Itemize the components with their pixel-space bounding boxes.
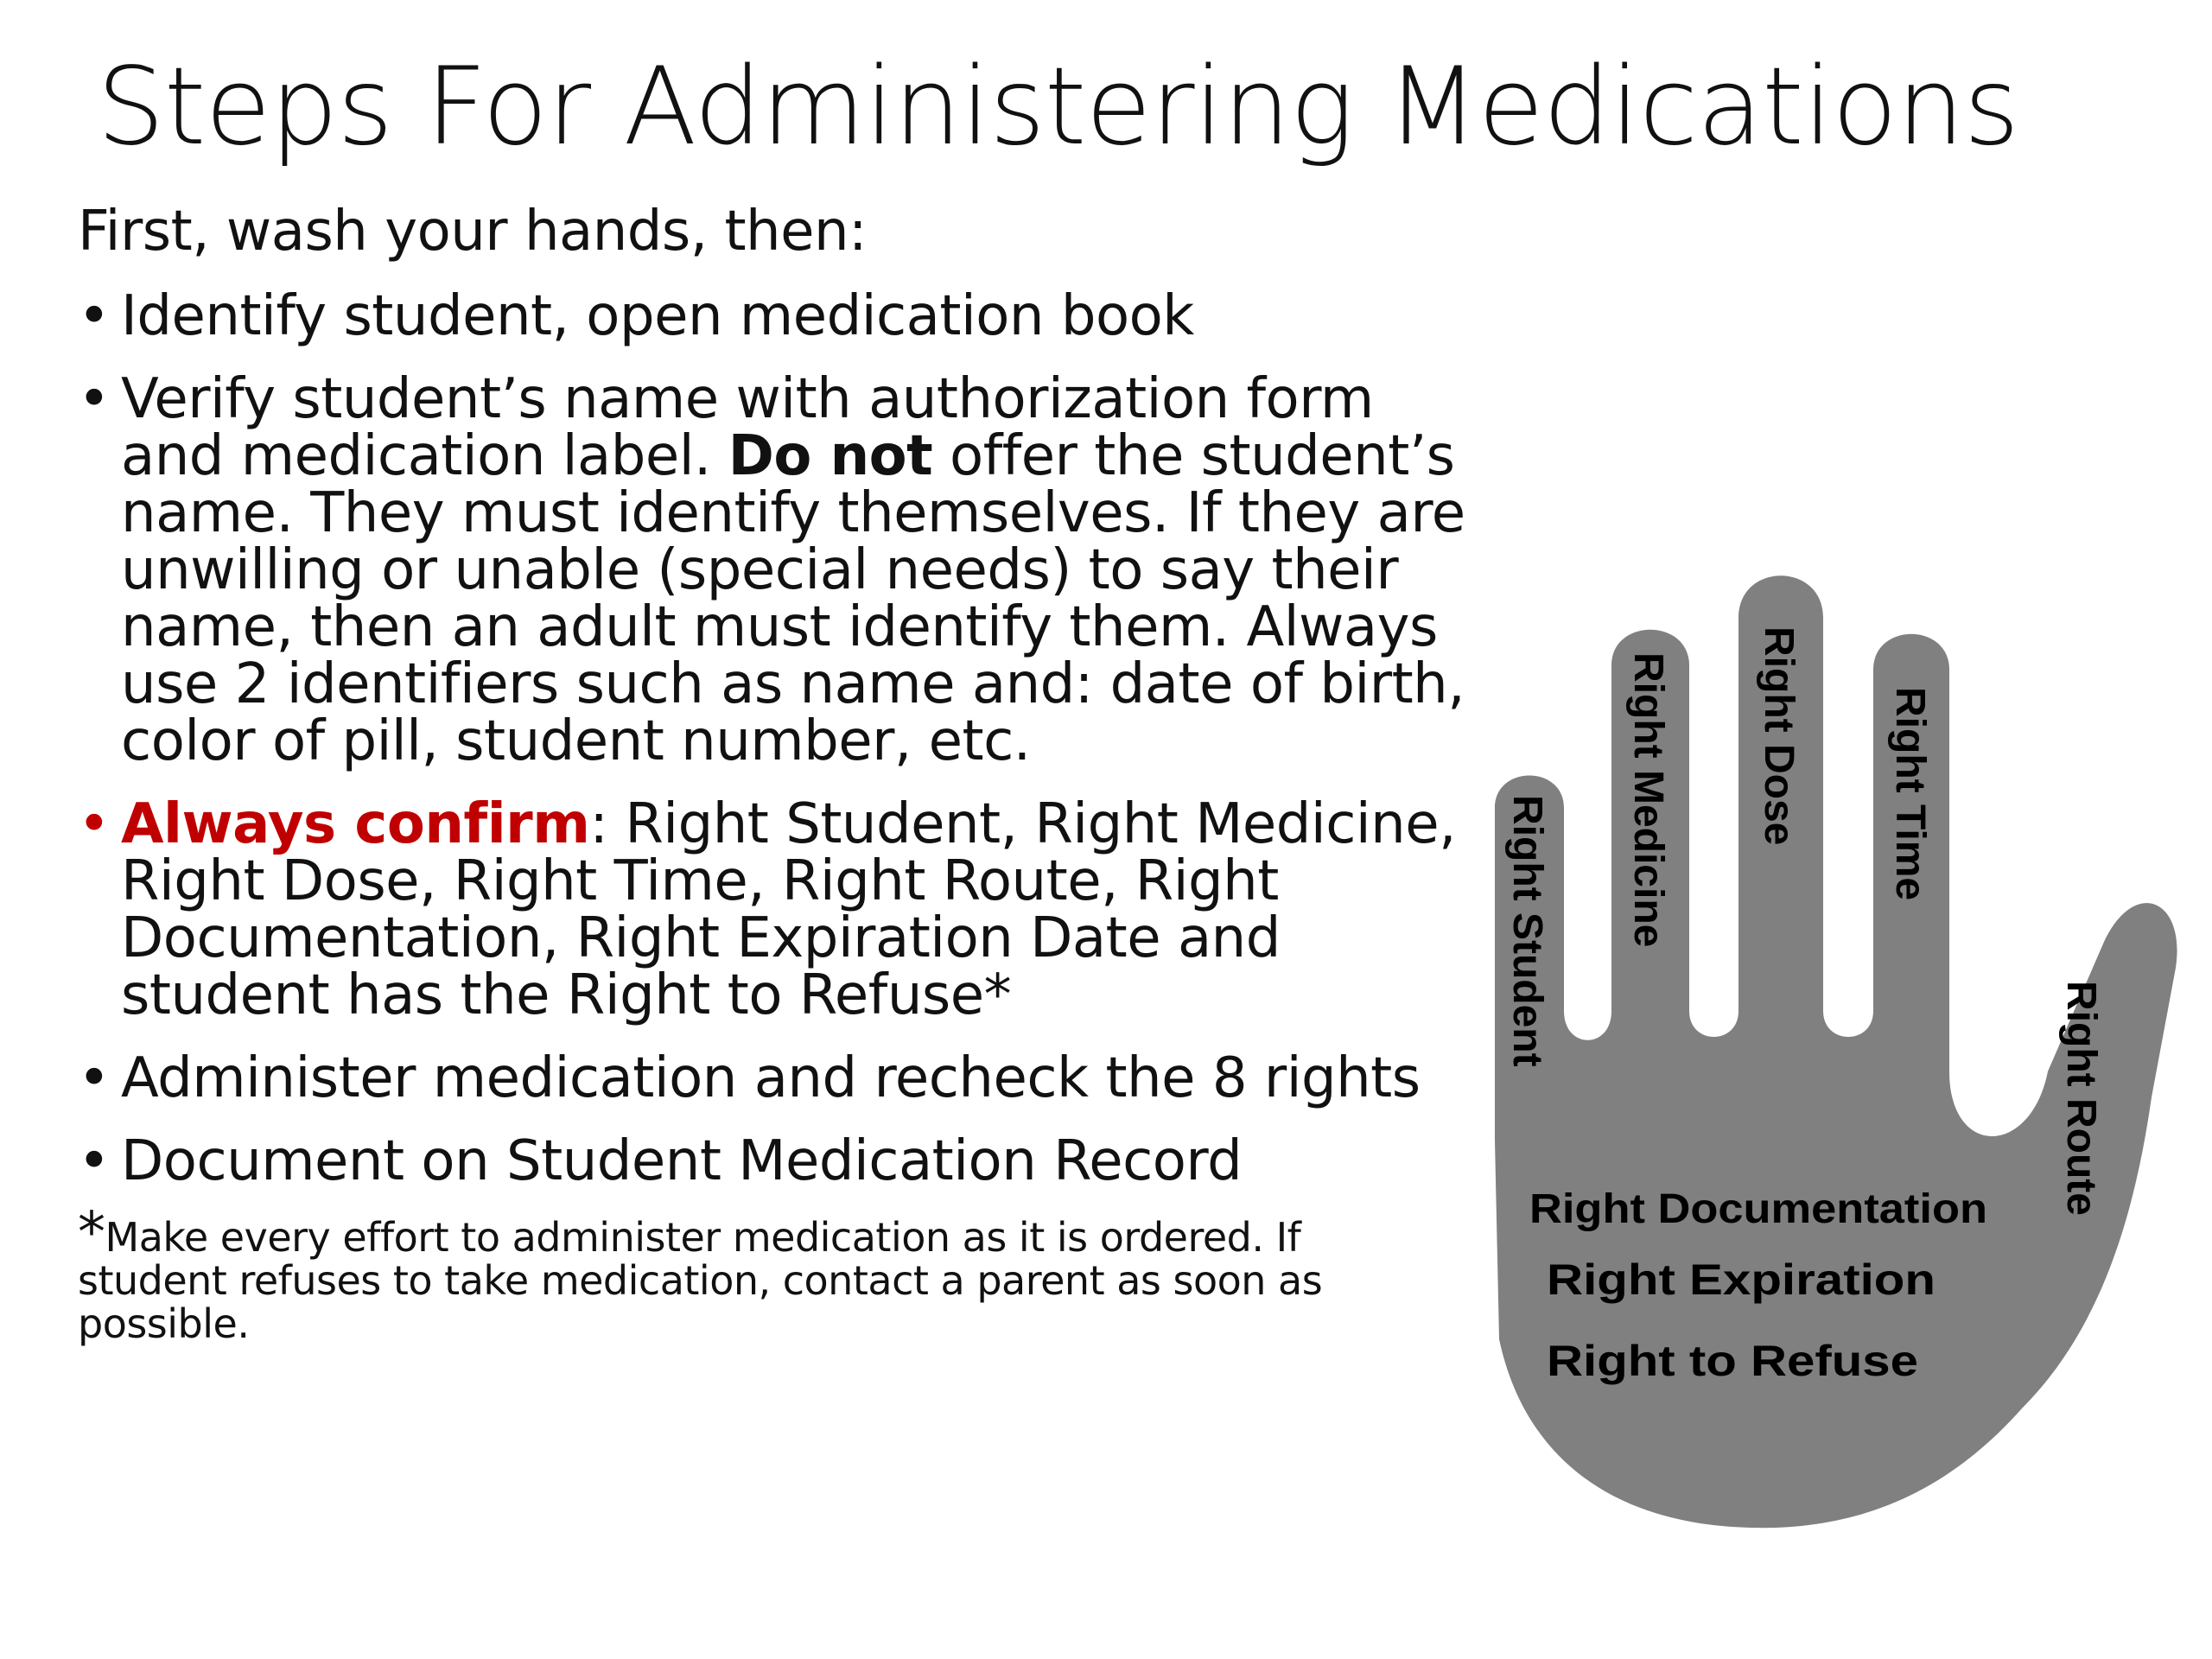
step-confirm: [78, 792, 1478, 1027]
steps-list: [78, 284, 1478, 1193]
footnote-star: *: [78, 1201, 105, 1265]
step-administer-text: Administer medication and recheck the 8 rights: [121, 1046, 1421, 1110]
label-right-medicine: Right Medicine: [1625, 652, 1671, 948]
label-right-student: Right Student: [1504, 795, 1550, 1067]
footnote: [78, 1201, 1408, 1347]
step-identify: [78, 284, 1478, 348]
step-verify-text-2: offer the student’s name. They must identify themselves. If they are unwilling or unable (special needs) to say their name, then an adult must identify them. Always use 2 identifiers such as name and: date of birth, color of pill, student number, etc.: [121, 424, 1465, 773]
label-right-expiration: Right Expiration: [1547, 1255, 1936, 1304]
slide-body: [78, 200, 1478, 1347]
step-verify-text-1: Verify student’s name with authorization form and medication label.: [121, 367, 1374, 488]
slide-title: Steps For Administering Medications: [97, 45, 2019, 169]
label-right-route: Right Route: [2058, 981, 2104, 1216]
step-administer: [78, 1046, 1478, 1110]
step-document-text: Document on Student Medication Record: [121, 1129, 1243, 1193]
intro-text: First, wash your hands, then:: [78, 200, 868, 264]
step-verify: [78, 367, 1478, 773]
step-confirm-emphasis: Always confirm: [121, 792, 590, 856]
label-right-dose: Right Dose: [1756, 626, 1802, 846]
label-right-to-refuse: Right to Refuse: [1547, 1337, 1918, 1385]
step-document: [78, 1129, 1478, 1193]
hand-illustration: [1469, 570, 2177, 1590]
footnote-text: Make every effort to administer medication as it is ordered. If student refuses to take medication, contact a parent as soon as possible.: [78, 1214, 1323, 1347]
label-right-time: Right Time: [1887, 687, 1933, 901]
label-right-documentation: Right Documentation: [1529, 1186, 1987, 1232]
step-identify-text: Identify student, open medication book: [121, 284, 1194, 348]
step-confirm-text: : Right Student, Right Medicine, Right Dose, Right Time, Right Route, Right Documentation, Right Expiration Date and student has the Right to Refuse*: [121, 792, 1456, 1027]
step-verify-emphasis: Do not: [728, 424, 933, 488]
hand-graphic: [1469, 570, 2177, 1590]
